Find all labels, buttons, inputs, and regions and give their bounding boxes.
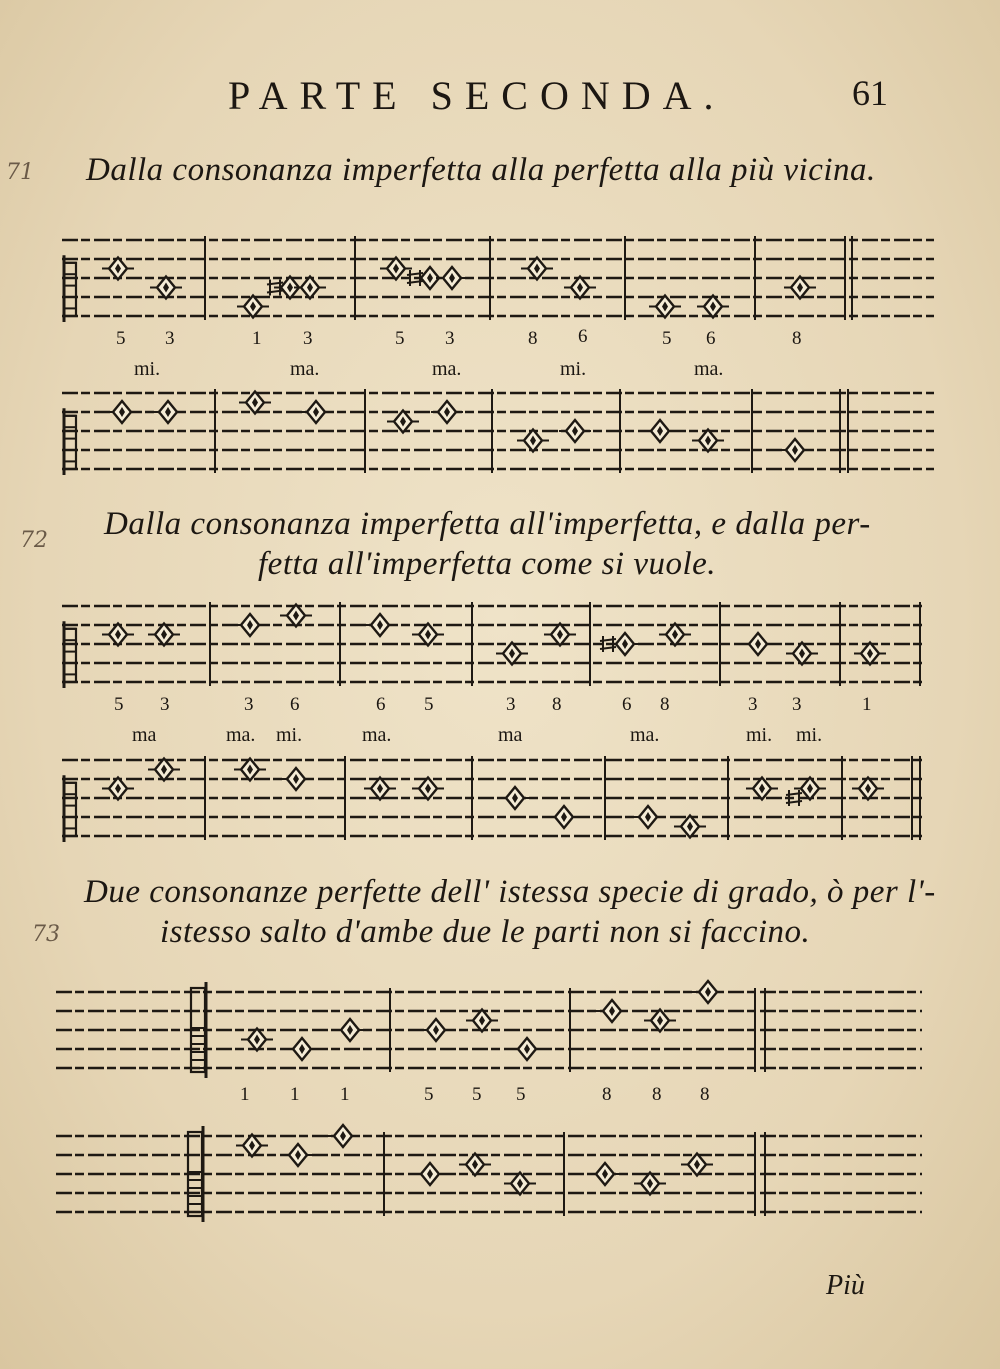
note-semibreve xyxy=(674,816,706,838)
interval-number: 6 xyxy=(290,694,300,715)
staff-lines xyxy=(62,393,934,469)
interval-number: 1 xyxy=(290,1084,300,1105)
note-semibreve xyxy=(746,778,778,800)
staff-lines xyxy=(62,240,934,316)
rule-heading-3b: istesso salto d'ambe due le parti non si faccino. xyxy=(160,914,811,950)
interval-number: 6 xyxy=(706,328,716,349)
note-semibreve xyxy=(436,267,468,289)
solmization-syllable: ma xyxy=(498,724,523,746)
interval-number: 3 xyxy=(748,694,758,715)
clef-symbol xyxy=(64,775,76,842)
solmization-syllable: mi. xyxy=(560,358,587,380)
note-semibreve xyxy=(412,624,444,646)
running-title: PARTE SECONDA. xyxy=(228,73,726,118)
interval-number: 8 xyxy=(652,1084,662,1105)
margin-number-73: 73 xyxy=(32,922,60,947)
solmization-syllable: mi. xyxy=(746,724,773,746)
solmization-syllable: ma. xyxy=(630,724,660,746)
note-semibreve xyxy=(459,1154,491,1176)
rule-heading-2b: fetta all'imperfetta come si vuole. xyxy=(258,546,717,582)
catchword: Più xyxy=(826,1270,865,1301)
interval-number: 8 xyxy=(660,694,670,715)
note-semibreve xyxy=(286,1038,318,1060)
note-semibreve xyxy=(150,277,182,299)
solmization-syllable: ma. xyxy=(362,724,392,746)
note-semibreve xyxy=(511,1038,543,1060)
interval-number: 5 xyxy=(516,1084,526,1105)
note-semibreve xyxy=(234,759,266,781)
note-semibreve xyxy=(499,787,531,809)
note-semibreve xyxy=(334,1019,366,1041)
staff-lines xyxy=(62,760,922,836)
note-semibreve xyxy=(420,1019,452,1041)
clef-symbol xyxy=(64,621,76,688)
note-semibreve xyxy=(504,1173,536,1195)
staff-lower-2 xyxy=(62,752,932,848)
note-semibreve xyxy=(234,614,266,636)
solmization-syllable: ma. xyxy=(226,724,256,746)
interval-number: 3 xyxy=(244,694,254,715)
note-semibreve xyxy=(280,768,312,790)
interval-number: 3 xyxy=(792,694,802,715)
solmization-syllable: mi. xyxy=(796,724,823,746)
note-semibreve xyxy=(854,643,886,665)
interval-number: 1 xyxy=(240,1084,250,1105)
note-semibreve xyxy=(364,778,396,800)
note-semibreve xyxy=(239,392,271,414)
staff-upper-2 xyxy=(62,598,932,694)
interval-number: 3 xyxy=(303,328,313,349)
solmization-syllable: ma xyxy=(132,724,157,746)
note-semibreve xyxy=(692,430,724,452)
note-semibreve xyxy=(106,401,138,423)
note-semibreve xyxy=(779,439,811,461)
interval-number: 8 xyxy=(528,328,538,349)
staff-lines xyxy=(56,992,922,1068)
note-semibreve xyxy=(380,258,412,280)
interval-number: 1 xyxy=(862,694,872,715)
note-semibreve xyxy=(412,778,444,800)
note-semibreve xyxy=(364,614,396,636)
interval-number: 3 xyxy=(506,694,516,715)
note-semibreve xyxy=(852,778,884,800)
note-semibreve xyxy=(784,277,816,299)
interval-number: 8 xyxy=(700,1084,710,1105)
note-semibreve xyxy=(327,1125,359,1147)
note-semibreve xyxy=(148,624,180,646)
interval-number: 8 xyxy=(602,1084,612,1105)
interval-number: 5 xyxy=(395,328,405,349)
note-semibreve xyxy=(431,401,463,423)
staff-lower-3 xyxy=(56,1128,932,1224)
note-semibreve xyxy=(786,643,818,665)
note-semibreve xyxy=(544,624,576,646)
staff-lines xyxy=(56,1136,922,1212)
note-semibreve xyxy=(152,401,184,423)
note-semibreve xyxy=(236,1135,268,1157)
clef-symbol xyxy=(64,408,76,475)
note-semibreve xyxy=(564,277,596,299)
note-semibreve xyxy=(300,401,332,423)
note-semibreve xyxy=(294,277,326,299)
solmization-syllable: ma. xyxy=(432,358,462,380)
interval-number: 6 xyxy=(376,694,386,715)
rule-heading-1: Dalla consonanza imperfetta alla perfetta alla più vicina. xyxy=(86,152,876,188)
note-semibreve xyxy=(521,258,553,280)
margin-number-71: 71 xyxy=(6,160,34,185)
solmization-syllable: mi. xyxy=(276,724,303,746)
note-semibreve xyxy=(548,806,580,828)
note-semibreve xyxy=(632,806,664,828)
interval-number: 3 xyxy=(160,694,170,715)
note-semibreve xyxy=(102,258,134,280)
note-semibreve xyxy=(649,296,681,318)
interval-number: 5 xyxy=(662,328,672,349)
note-semibreve xyxy=(681,1154,713,1176)
note-semibreve xyxy=(589,1163,621,1185)
page-number: 61 xyxy=(852,73,888,113)
staff-lines xyxy=(62,606,922,682)
note-semibreve xyxy=(517,430,549,452)
note-semibreve xyxy=(697,296,729,318)
note-semibreve xyxy=(559,420,591,442)
interval-number: 5 xyxy=(114,694,124,715)
interval-number: 3 xyxy=(445,328,455,349)
interval-number: 6 xyxy=(578,326,588,347)
solmization-syllable: ma. xyxy=(694,358,724,380)
note-semibreve xyxy=(102,778,134,800)
interval-number: 5 xyxy=(116,328,126,349)
note-semibreve xyxy=(414,1163,446,1185)
interval-number: 5 xyxy=(472,1084,482,1105)
note-semibreve xyxy=(387,411,419,433)
note-semibreve xyxy=(237,296,269,318)
note-semibreve xyxy=(241,1029,273,1051)
interval-number: 6 xyxy=(622,694,632,715)
note-semibreve xyxy=(742,633,774,655)
staff-upper-1 xyxy=(62,232,944,328)
rule-heading-3a: Due consonanze perfette dell' istessa specie di grado, ò per l'- xyxy=(84,874,936,910)
note-semibreve xyxy=(102,624,134,646)
interval-number: 1 xyxy=(340,1084,350,1105)
note-semibreve xyxy=(596,1000,628,1022)
note-semibreve xyxy=(692,981,724,1003)
interval-number: 3 xyxy=(165,328,175,349)
staff-upper-3 xyxy=(56,984,932,1080)
note-semibreve xyxy=(644,1010,676,1032)
note-semibreve xyxy=(466,1010,498,1032)
solmization-syllable: mi. xyxy=(134,358,161,380)
note-semibreve xyxy=(496,643,528,665)
rule-heading-2a: Dalla consonanza imperfetta all'imperfetta, e dalla per- xyxy=(104,506,871,542)
interval-number: 5 xyxy=(424,1084,434,1105)
note-semibreve xyxy=(280,605,312,627)
clef-symbol xyxy=(64,255,76,322)
note-semibreve xyxy=(634,1173,666,1195)
note-semibreve xyxy=(644,420,676,442)
staff-lower-1 xyxy=(62,385,944,481)
interval-number: 5 xyxy=(424,694,434,715)
margin-number-72: 72 xyxy=(20,528,48,553)
solmization-syllable: ma. xyxy=(290,358,320,380)
note-semibreve xyxy=(659,624,691,646)
interval-number: 8 xyxy=(552,694,562,715)
interval-number: 1 xyxy=(252,328,262,349)
note-semibreve xyxy=(282,1144,314,1166)
interval-number: 8 xyxy=(792,328,802,349)
note-semibreve xyxy=(148,759,180,781)
